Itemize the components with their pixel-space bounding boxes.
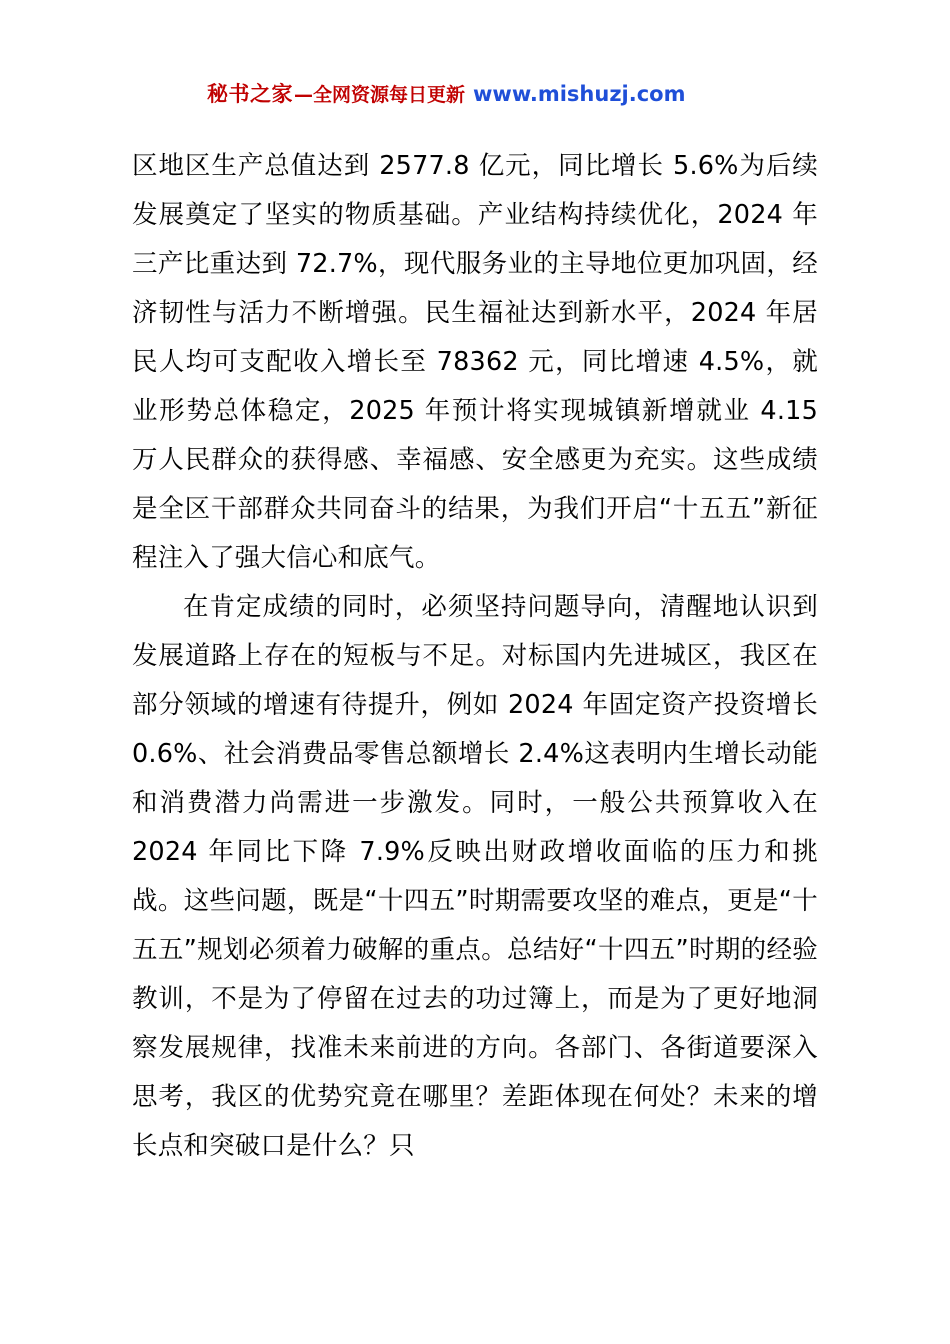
- site-watermark-header: [207, 78, 818, 108]
- document-body: [132, 142, 818, 1171]
- paragraph-2: 在肯定成绩的同时，必须坚持问题导向，清醒地认识到发展道路上存在的短板与不足。对标国内先进城区，我区在部分领域的增速有待提升，例如 2024 年固定资产投资增长 0.6%、社会消费品零售总额增长 2.4%这表明内生增长动能和消费潜力尚需进一步激发。同时，一般公共预算收入在 2024 年同比下降 7.9%反映出财政增收面临的压力和挑战。这些问题，既是“十四五”时期需要攻坚的难点，更是“十五五”规划必须着力破解的重点。总结好“十四五”时期的经验教训，不是为了停留在过去的功过簿上，而是为了更好地洞察发展规律，找准未来前进的方向。各部门、各街道要深入思考，我区的优势究竟在哪里？差距体现在何处？未来的增长点和突破口是什么？只: [132, 592, 818, 1161]
- paragraph-1: 区地区生产总值达到 2577.8 亿元，同比增长 5.6%为后续发展奠定了坚实的物质基础。产业结构持续优化，2024 年三产比重达到 72.7%，现代服务业的主导地位更加巩固，经济韧性与活力不断增强。民生福祉达到新水平，2024 年居民人均可支配收入增长至 78362 元，同比增速 4.5%，就业形势总体稳定，2025 年预计将实现城镇新增就业 4.15 万人民群众的获得感、幸福感、安全感更为充实。这些成绩是全区干部群众共同奋斗的结果，为我们开启“十五五”新征程注入了强大信心和底气。: [132, 151, 818, 573]
- site-tagline: —全网资源每日更新: [294, 84, 466, 106]
- site-url-link[interactable]: www.mishuzj.com: [473, 82, 686, 106]
- site-brand-name: 秘书之家: [207, 82, 293, 106]
